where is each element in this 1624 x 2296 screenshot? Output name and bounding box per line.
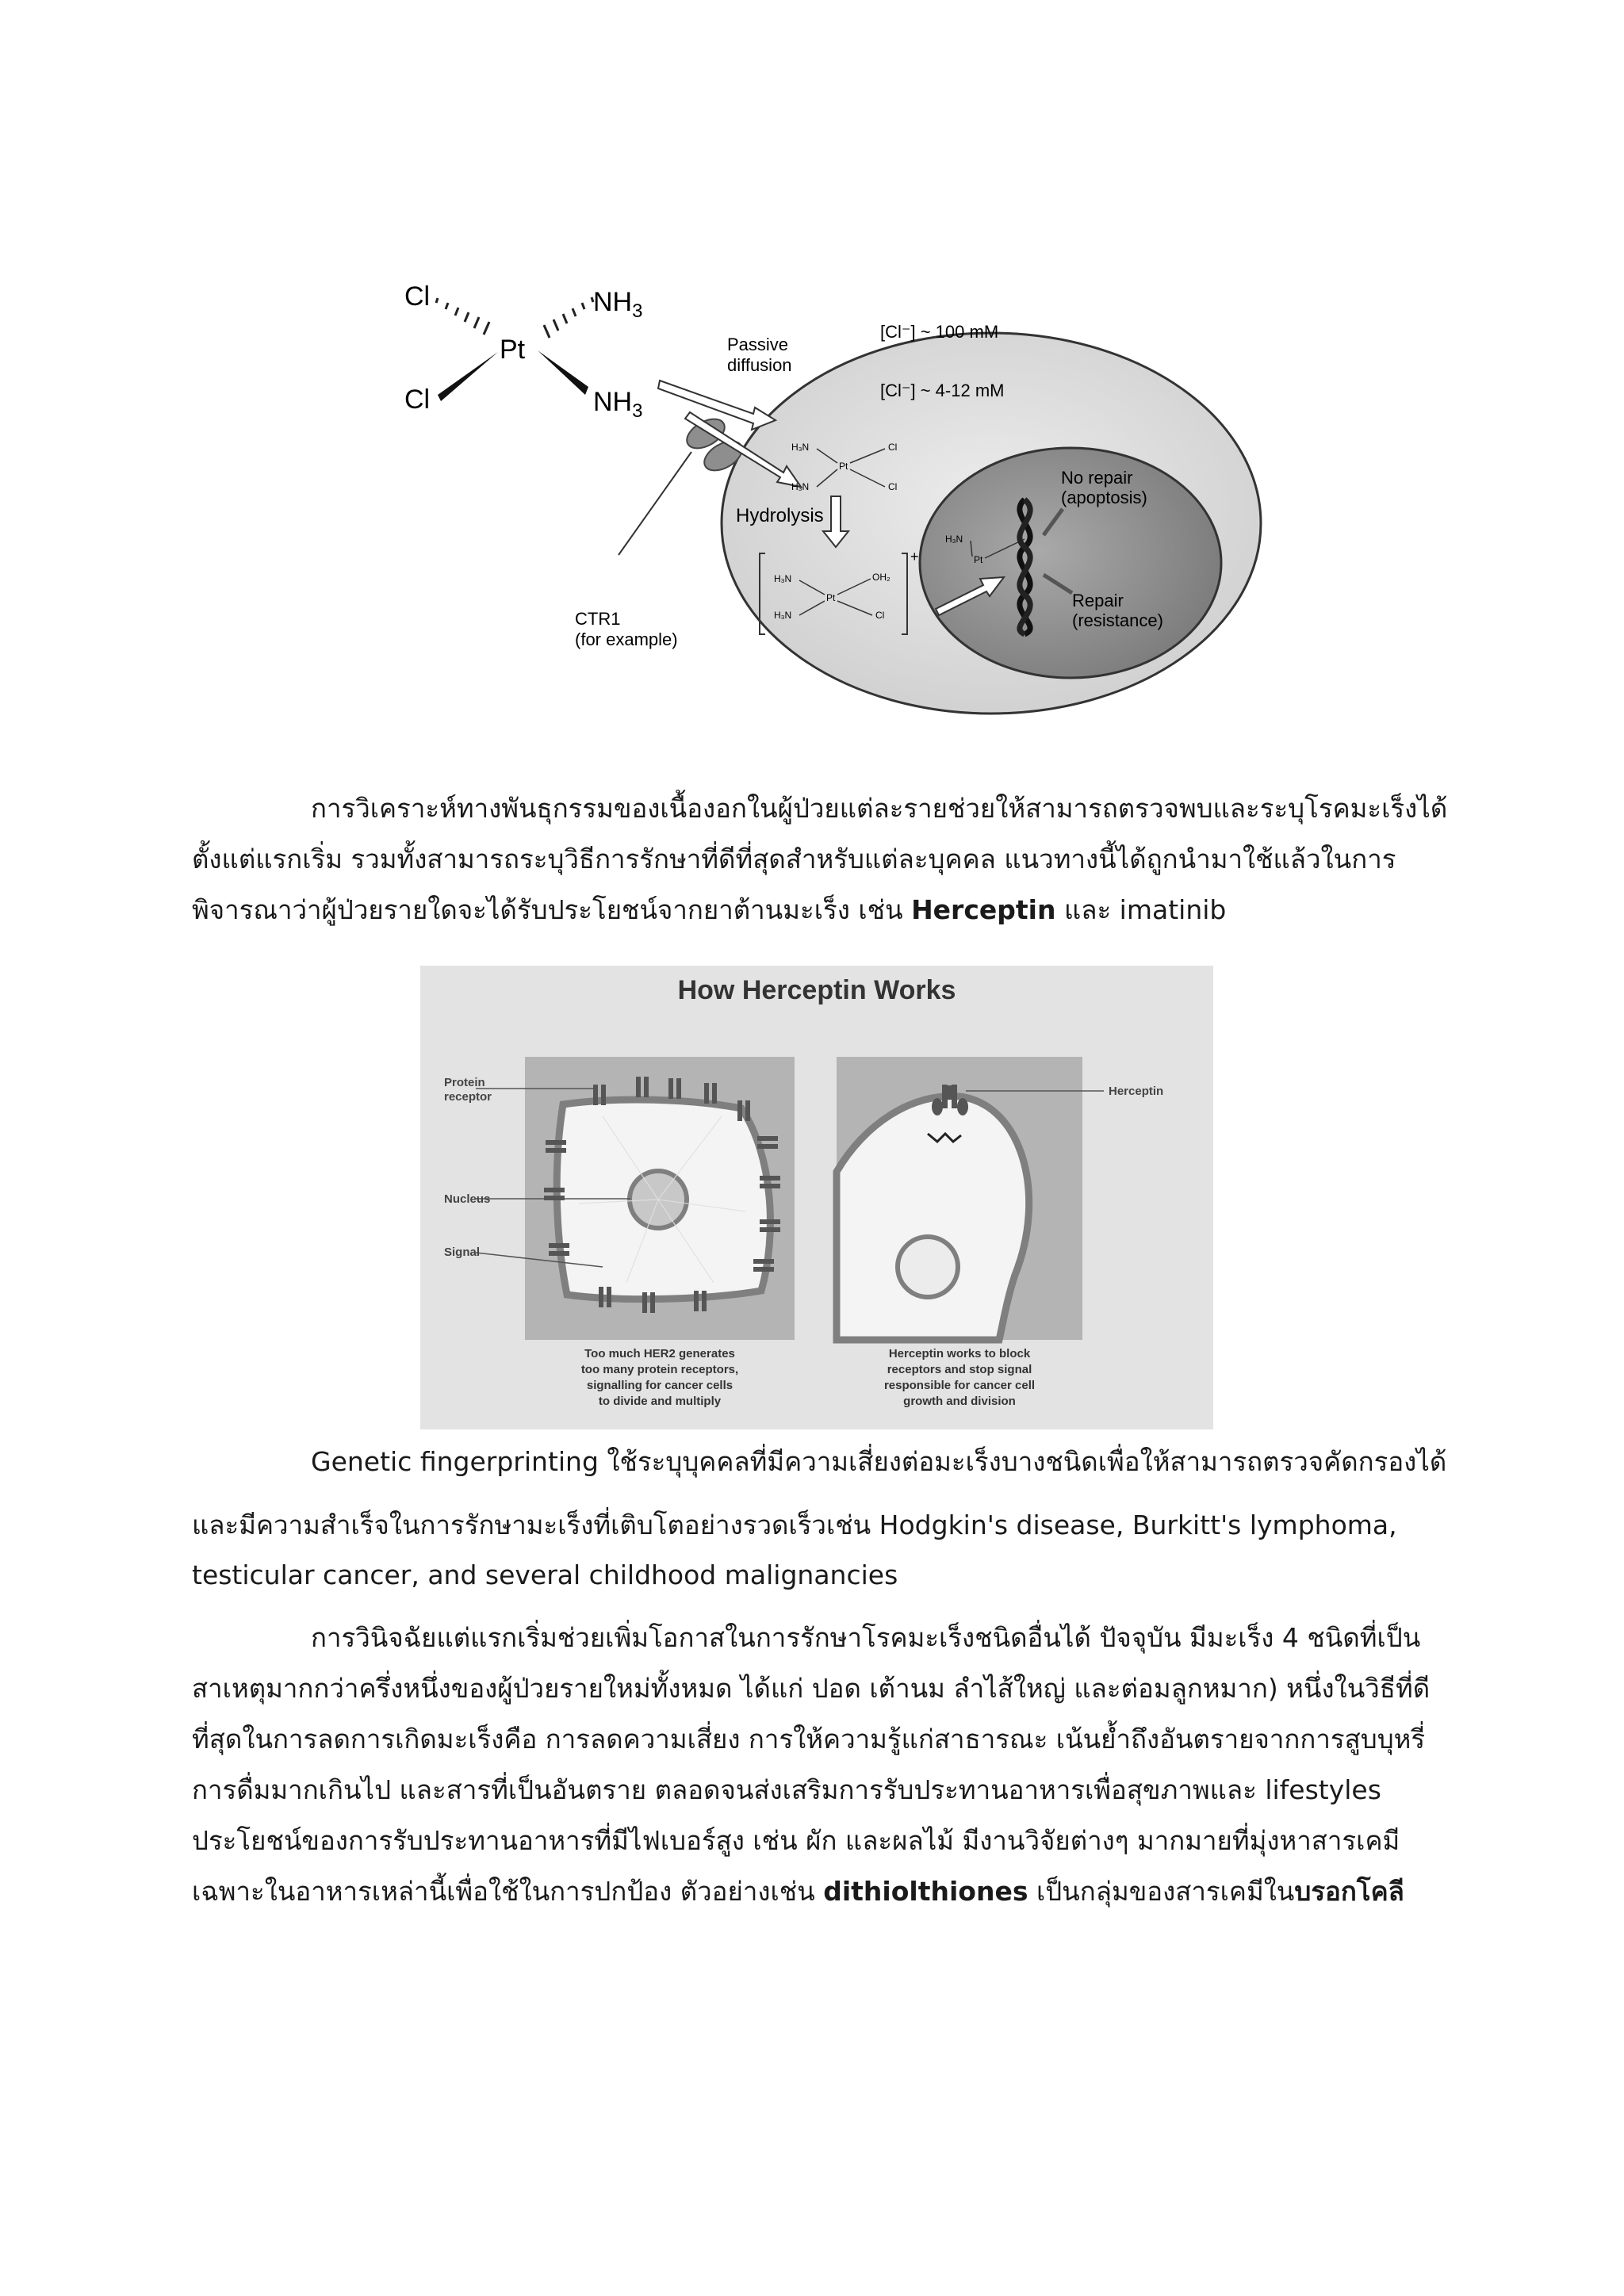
paragraph-line: การดื่มมากเกินไป และสารที่เป็นอันตราย ตลอดจนส่งเสริมการรับประทานอาหารเพื่อสุขภาพและ lifestyles (192, 1774, 1381, 1805)
hydrolysis-label: Hydrolysis (736, 505, 824, 526)
repair-label: Repair (1072, 591, 1124, 610)
caption-left-line: too many protein receptors, (580, 1363, 739, 1376)
paragraph-line: สาเหตุมากกว่าครึ่งหนึ่งของผู้ป่วยรายใหม่ทั้งหมด ได้แก่ ปอด เต้านม ลำไส้ใหญ่ และต่อมลูกหมาก) หนึ่งในวิธีที่ดี (192, 1673, 1431, 1704)
herceptin-figure (420, 966, 1213, 1429)
svg-text:Pt: Pt (826, 592, 836, 603)
herceptin-label: Herceptin (1109, 1085, 1164, 1098)
caption-right-line: growth and division (903, 1395, 1016, 1408)
ctr1-label: CTR1 (575, 609, 621, 629)
paragraph-line: ตั้งแต่แรกเริ่ม รวมทั้งสามารถระบุวิธีการรักษาที่ดีที่สุดสำหรับแต่ละบุคคล แนวทางนี้ได้ถูกนำมาใช้แล้วในการ (192, 844, 1396, 874)
svg-text:Pt: Pt (839, 461, 848, 472)
resistance-label: (resistance) (1072, 610, 1163, 630)
ctr1-example-label: (for example) (575, 629, 678, 649)
caption-left-line: Too much HER2 generates (584, 1347, 735, 1360)
paragraph-genetic-fingerprinting-end (192, 1550, 1435, 1601)
broccoli-bold: บรอกโคลี (1294, 1876, 1404, 1907)
svg-text:H₃N: H₃N (791, 442, 810, 453)
paragraph-genetic-fingerprinting-cont (192, 1500, 1435, 1551)
svg-text:Cl: Cl (875, 610, 885, 621)
dithiolthiones-bold: dithiolthiones (823, 1876, 1028, 1907)
svg-text:H₃N: H₃N (945, 534, 963, 545)
figure-title: How Herceptin Works (677, 975, 956, 1005)
pt-label: Pt (500, 335, 526, 365)
svg-text:OH₂: OH₂ (872, 572, 891, 583)
passive-diffusion-label-2: diffusion (727, 355, 792, 375)
nh3-top-label: $NH_3$ (593, 287, 643, 322)
paragraph-genetic-fingerprinting (192, 1437, 1447, 1487)
no-repair-label: No repair (1061, 468, 1133, 488)
paragraph-early-diagnosis (192, 1613, 1435, 1917)
cl-outside-label: [Cl⁻] ~ 100 mM (880, 322, 999, 342)
paragraph-line: ที่สุดในการลดการเกิดมะเร็งคือ การลดความเสี่ยง การให้ความรู้แก่สาธารณะ เน้นย้ำถึงอันตรายจากการสูบบุหรี่ (192, 1724, 1426, 1755)
signal-label: Signal (444, 1246, 481, 1259)
caption-right-line: responsible for cancer cell (883, 1379, 1036, 1392)
caption-left-line: to divide and multiply (598, 1395, 722, 1408)
svg-text:H₃N: H₃N (791, 481, 810, 492)
cisplatin-molecule (404, 281, 642, 422)
paragraph-genetic-analysis (192, 783, 1448, 936)
svg-text:Pt: Pt (974, 554, 983, 565)
paragraph-line: และมีความสำเร็จในการรักษามะเร็งที่เติบโตอย่างรวดเร็วเช่น Hodgkin's disease, Burkitt's lymphoma, (192, 1510, 1397, 1540)
svg-text:H₃N: H₃N (774, 573, 792, 584)
svg-text:Cl: Cl (888, 481, 898, 492)
paragraph-line: การวินิจฉัยแต่แรกเริ่มช่วยเพิ่มโอกาสในการรักษาโรคมะเร็งชนิดอื่นได้ ปัจจุบัน มีมะเร็ง 4 ชนิดที่เป็น (311, 1622, 1421, 1653)
paragraph-line: Genetic fingerprinting ใช้ระบุบุคคลที่มีความเสี่ยงต่อมะเร็งบางชนิดเพื่อให้สามารถตรวจคัดกรองได้ (311, 1446, 1447, 1477)
nucleus-label: Nucleus (444, 1192, 491, 1206)
passive-diffusion-label: Passive (727, 335, 789, 354)
paragraph-line: เฉพาะในอาหารเหล่านี้เพื่อใช้ในการปกป้อง ตัวอย่างเช่น dithiolthiones เป็นกลุ่มของสารเคมีในบรอกโคลี (192, 1876, 1404, 1907)
caption-left-line: signalling for cancer cells (586, 1379, 733, 1392)
protein-receptor-label-2: receptor (444, 1090, 492, 1104)
apoptosis-label: (apoptosis) (1061, 488, 1147, 507)
paragraph-line: การวิเคราะห์ทางพันธุกรรมของเนื้องอกในผู้ป่วยแต่ละรายช่วยให้สามารถตรวจพบและระบุโรคมะเร็งได้ (311, 793, 1448, 824)
herceptin-bold: Herceptin (911, 894, 1056, 925)
svg-text:Cl: Cl (888, 442, 898, 453)
caption-right-line: Herceptin works to block (888, 1347, 1031, 1360)
cancer-cell-right (837, 1096, 1029, 1340)
nh3-bottom-label: $NH_3$ (593, 387, 643, 422)
paragraph-line: ประโยชน์ของการรับประทานอาหารที่มีไฟเบอร์สูง เช่น ผัก และผลไม้ มีงานวิจัยต่างๆ มากมายที่มุ่งหาสารเคมี (192, 1825, 1400, 1856)
svg-text:H₃N: H₃N (774, 610, 792, 621)
nucleus-right (898, 1237, 958, 1297)
svg-text:+: + (910, 549, 919, 564)
cisplatin-mechanism-figure (381, 262, 1269, 737)
cl-inside-label: [Cl⁻] ~ 4-12 mM (880, 381, 1005, 400)
cl-top-label: Cl (404, 281, 431, 312)
protein-receptor-label: Protein (444, 1076, 485, 1089)
paragraph-line: พิจารณาว่าผู้ป่วยรายใดจะได้รับประโยชน์จากยาต้านมะเร็ง เช่น Herceptin และ imatinib (192, 894, 1227, 925)
cl-bottom-label: Cl (404, 385, 431, 415)
paragraph-line: testicular cancer, and several childhood malignancies (192, 1559, 898, 1590)
caption-right-line: receptors and stop signal (887, 1363, 1032, 1376)
